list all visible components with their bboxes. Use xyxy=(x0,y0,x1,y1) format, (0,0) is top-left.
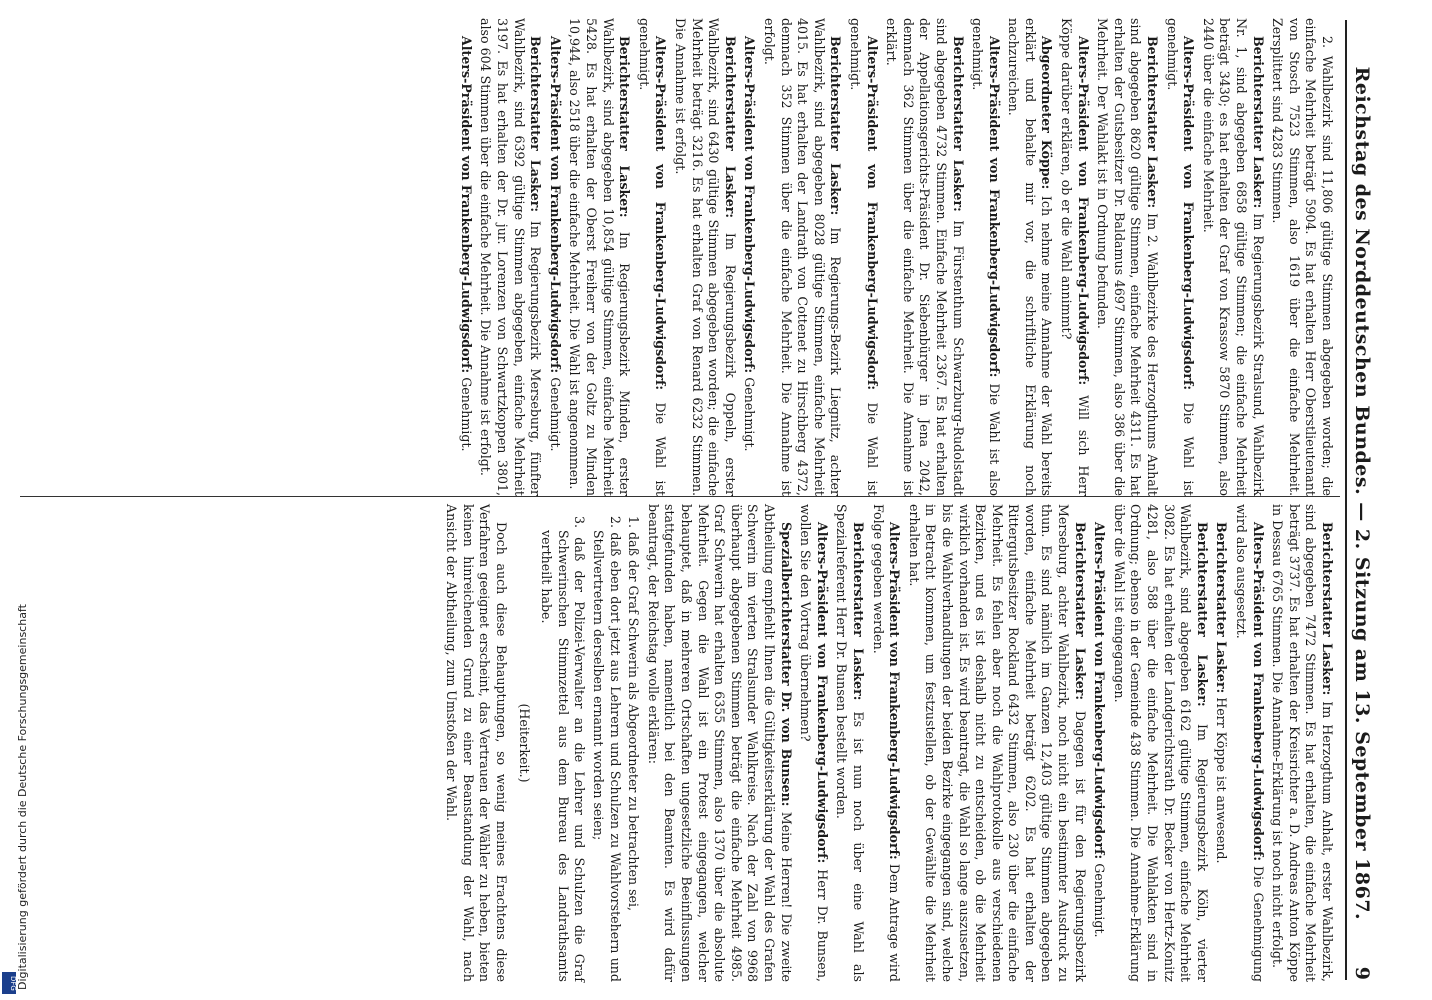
paragraph: Berichterstatter Lasker: Im Regierungs-Bezirk Liegnitz, achter Wahlbezirk, sind abgegeben 8028 gültige Stimmen, einfache Mehrheit 4015. Es hat erhalten der Landrath von Cottenet zu Hirschberg 4372, demnach 352 Stimmen über die einfache Mehrheit. Die Annahme ist erfolgt. xyxy=(762,18,844,497)
paragraph: Alters-Präsident von Frankenberg-Ludwigsdorf: Genehmigt. xyxy=(1092,522,1108,938)
list-item: 1. daß der Graf Schwerin als Abgeordneter zu betrachten sei, xyxy=(626,516,642,912)
paragraph: Alters-Präsident von Frankenberg-Ludwigsdorf: Die Wahl ist genehmigt. xyxy=(847,18,880,496)
paragraph: Abgeordneter Köppe: Ich nehme meine Annahme der Wahl bereits erklärt und behalte mir vor, die schriftliche Erklärung noch nachzureichen. xyxy=(1006,18,1055,496)
paragraph: Berichterstatter Lasker: Im Regierungsbezirk Minden, erster Wahlbezirk, sind abgegeben 10,854 gültige Stimmen, einfache Mehrheit 5428. Es hat erhalten der Oberst Freiherr von der Goltz zu Minden 10,944, also 2518 über die einfache Mehrheit. Die Wahl ist angenommen. xyxy=(567,18,633,496)
paragraph: Berichterstatter Lasker: Im Herzogthum Anhalt, erster Wahlbezirk, sind abgegeben 7472 Stimmen. Es hat erhalten, die einfache Mehrheit beträgt 3737. Es hat erhalten der Kreisrichter a. D. Andreas Anton Köppe in Dessau 6765 Stimmen. Die Annahme-Erklärung ist noch nicht erfolgt. xyxy=(1270,504,1335,983)
paragraph: 2. Wahlbezirk sind 11,806 gültige Stimmen abgegeben worden; die einfache Mehrheit beträgt 5904. Es hat erhalten Herr Oberstlieutenant von Stosch 7523 Stimmen, also 1619 über die einfache Mehrheit. Zersplittert sind 4283 Stimmen. xyxy=(1270,18,1335,496)
column-divider xyxy=(20,496,1340,497)
credit-text: Digitalisierung gefördert durch die Deutsche Forschungsgemeinschaft xyxy=(16,604,29,990)
right-column xyxy=(440,504,1335,982)
paragraph: Alters-Präsident von Frankenberg-Ludwigsdorf: Die Wahl ist genehmigt. xyxy=(636,18,669,496)
paragraph: Alters-Präsident von Frankenberg-Ludwigsdorf: Die Wahl ist genehmigt. xyxy=(1164,18,1197,496)
list-item: 2. daß eben dort jetzt aus Lehrern und Schulzen zu Wahlvorstehern und Stellvertretern derselben ernannt worden seien; xyxy=(591,516,623,982)
page-header xyxy=(1345,20,1377,980)
paragraph: Alters-Präsident von Frankenberg-Ludwigsdorf: Will sich Herr Köppe darüber erklären, ob er die Wahl annimmt? xyxy=(1059,18,1091,496)
paragraph: Berichterstatter Lasker: Im Regierungsbezirk Oppeln, erster Wahlbezirk, sind 6430 gültige Stimmen abgegeben worden; die einfache Mehrheit beträgt 3216. Es hat erhalten Graf von Renard 6232 Stimmen. Die Annahme ist erfolgt. xyxy=(673,18,738,496)
running-title: Reichstag des Norddeutschen Bundes. — 2. Sitzung am 13. September 1867. xyxy=(1351,66,1373,921)
rotated-page-content xyxy=(5,0,1385,1000)
paragraph: Doch auch diese Behauptungen, so wenig meines Erachtens diese Verfahren geeignet erscheint, das Vertrauen der Wähler zu heben, bieten keinen hinreichenden Grund zu einer Beanstandung der Wahl, nach Ansicht der Abtheilung, zum Umstoßen der Wahl. xyxy=(444,504,510,982)
paragraph: Alters-Präsident von Frankenberg-Ludwigsdorf: Dem Antrage wird Folge gegeben werden. xyxy=(870,504,903,982)
paragraph: Berichterstatter Lasker: Im Regierungsbezirk Merseburg, fünfter Wahlbezirk, sind 6392 gültige Stimmen abgegeben, einfache Mehrheit 3197. Es hat erhalten der Dr. jur. Lorenzen von Schwartzkoppen 3801, also 604 Stimmen über die einfache Mehrheit. Die Annahme ist erfolgt. xyxy=(478,18,544,496)
paragraph: Alters-Präsident von Frankenberg-Ludwigsdorf: Herr Dr. Bunsen, wollen Sie den Vortrag übernehmen? xyxy=(798,504,830,982)
paragraph: Berichterstatter Lasker: Im 2. Wahlbezirke des Herzogthums Anhalt sind abgegeben 8620 gültige Stimmen, einfache Mehrheit 4311. Es hat erhalten der Gutsbesitzer Dr. Baldamus 4697 Stimmen, also 386 über die Mehrheit. Der Wahlakt ist in Ordnung befunden. xyxy=(1095,18,1161,496)
remark: (Heiterkeit.) xyxy=(516,703,532,783)
digitization-credit xyxy=(2,604,29,998)
list-item: 3. daß der Polizei-Verwalter an die Lehrer und Schulzen die Graf Schwerinschen Stimmzettel aus dem Bureau des Landrathsamts vertheilt habe. xyxy=(539,516,588,982)
paragraph: Berichterstatter Lasker: Im Fürstenthum Schwarzburg-Rudolstadt sind abgegeben 4732 Stimmen. Einfache Mehrheit 2367. Es hat erhalten der Appellationsgerichts-Präsident Dr. Siebenbürger in Jena 2042, demnach 362 Stimmen über die einfache Mehrheit. Die Annahme ist erklärt. xyxy=(884,18,966,496)
paragraph: Alters-Präsident von Frankenberg-Ludwigsdorf: Genehmigt. xyxy=(742,36,758,452)
page-number: 9 xyxy=(1351,966,1373,980)
paragraph: Alters-Präsident von Frankenberg-Ludwigsdorf: Genehmigt. xyxy=(458,36,474,452)
paragraph: Spezialberichterstatter Dr. von Bunsen: Meine Herren! Die zweite Abtheilung empfiehlt Ihnen die Gültigkeitserklärung der Wahl des Grafen Schwerin im vierten Stralsunder Wahlkreise. Nach der Zahl von 9968 überhaupt abgegebenen Stimmen beträgt die einfache Mehrheit 4985. Graf Schwerin hat erhalten 6355 Stimmen, also 1370 über die absolute Mehrheit. Gegen die Wahl ist ein Protest eingegangen, welcher behauptet, daß in mehreren Ortschaften ungesetzliche Beeinflussungen stattgefunden haben, namentlich bei den Beamten. Es wird dafür beantragt, der Reichstag wolle erklären: xyxy=(645,504,794,982)
paragraph: Berichterstatter Lasker: Im Regierungsbezirk Stralsund, Wahlbezirk Nr. 1, sind abgegeben 6858 gültige Stimmen; die einfache Mehrheit beträgt 3430; es hat erhalten der Graf von Krassow 5870 Stimmen, also 2440 über die einfache Mehrheit. xyxy=(1200,18,1266,497)
paragraph: Alters-Präsident von Frankenberg-Ludwigsdorf: Die Wahl ist also genehmigt. xyxy=(970,18,1002,496)
paragraph: Berichterstatter Lasker: Es ist nun noch über eine Wahl als Spezialreferent Herr Dr. Bunsen bestellt worden. xyxy=(834,504,866,982)
left-column xyxy=(454,18,1335,496)
paragraph: Berichterstatter Lasker: Herr Köppe ist anwesend. xyxy=(1214,522,1230,864)
dfg-logo: DFG xyxy=(2,972,16,994)
paragraph: Alters-Präsident von Frankenberg-Ludwigsdorf: Die Genehmigung wird also ausgesetzt. xyxy=(1234,504,1266,982)
paragraph: Berichterstatter Lasker: Im Regierungsbezirk Köln, vierter Wahlbezirk, sind abgegeben 6162 gültige Stimmen, einfache Mehrheit 3082. Es hat erhalten der Landgerichtsrath Dr. Becker von Hertz-Konitz 4281, also 588 über die einfache Mehrheit. Die Wahlakten sind in Ordnung; ebenso in der Gemeinde 438 Stimmen. Die Annahme-Erklärung über die Wahl ist eingegangen. xyxy=(1111,504,1210,982)
paragraph: Alters-Präsident von Frankenberg-Ludwigsdorf: Genehmigt. xyxy=(547,36,563,452)
paragraph: Berichterstatter Lasker: Dagegen ist für den Regierungsbezirk Merseburg, achter Wahlbezirk, noch nicht ein bestimmter Ausdruck zu thun. Es sind nämlich im Ganzen 12,403 gültige Stimmen abgegeben worden, einfache Mehrheit beträgt 6202. Es hat erhalten der Rittergutsbesitzer Rockland 6432 Stimmen, also 230 über die einfache Mehrheit. Es fehlen aber noch die Wahlprotokolle aus verschiedenen Bezirken, und es ist deshalb nicht zu entscheiden, ob die Mehrheit wirklich vorhanden ist. Es wird beantragt, die Wahl so lange auszusetzen, bis die Wahlverhandlungen der beiden Bezirke eingegangen sind, welche in Betracht kommen, um festzustellen, ob der Gewählte die Mehrheit erhalten hat. xyxy=(906,504,1088,982)
